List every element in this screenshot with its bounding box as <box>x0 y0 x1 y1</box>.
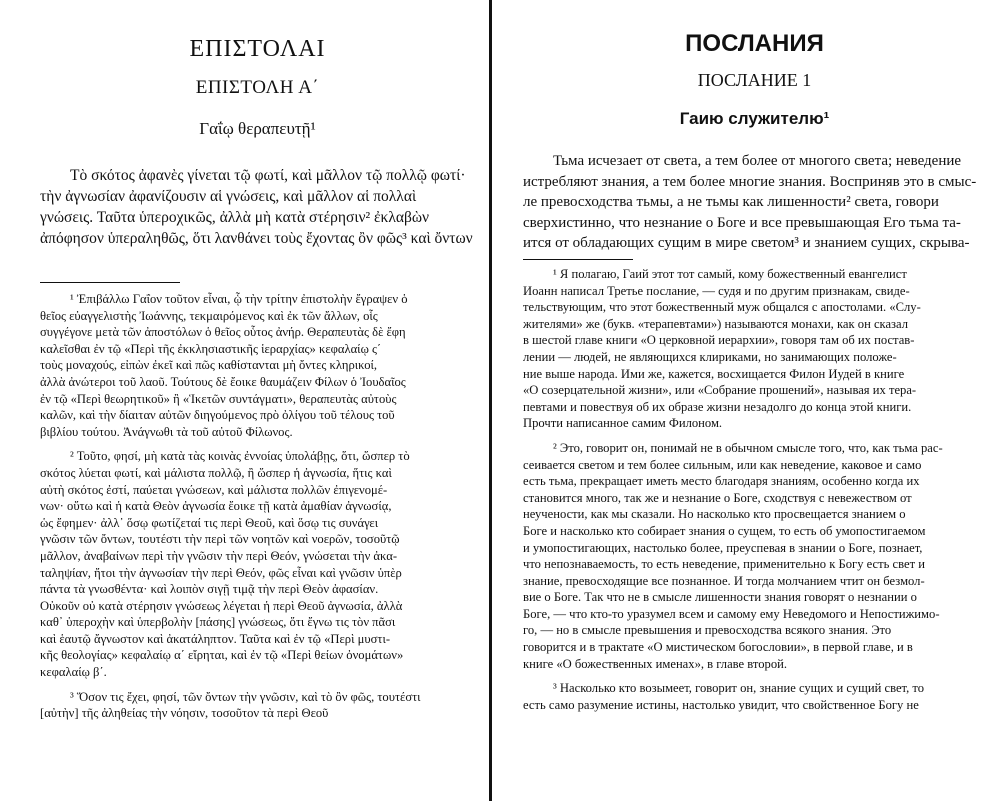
footnote-line: ³ Насколько кто возымеет, говорит он, знание сущих и сущий свет, то <box>553 681 925 696</box>
footnote-line: ² Это, говорит он, понимай не в обычном смысле того, что, как тьма рас- <box>553 440 943 455</box>
footnote-line: ³ Ὅσον τις ἔχει, φησί, τῶν ὄντων τὴν γνῶσιν, καὶ τὸ ὂν φῶς, τουτέστι <box>70 689 421 704</box>
footnote-line: жителями» же (букв. «терапевтами») называются монахи, как он сказал <box>523 316 909 331</box>
footnote-line: γνῶσιν τῶν ὄντων, τουτέστι τὴν περὶ τῶν νοητῶν καὶ νοερῶν, τοσοῦτῷ <box>40 532 400 547</box>
footnote-3 <box>40 689 475 722</box>
footnote-line: ² Τοῦτο, φησί, μὴ κατὰ τὰς κοινὰς ἐννοίας ὑπολάβῃς, ὅτι, ὥσπερ τὸ <box>70 449 410 464</box>
footnote-line: певтами и повествуя об их образе жизни незадолго до конца этой книги. <box>523 399 912 414</box>
footnote-line: Иоанн написал Третье послание, — судя и по другим признакам, свиде- <box>523 283 910 298</box>
footnote-line: тельствующим, что этот божественный муж общался с апостолами. «Слу- <box>523 300 921 315</box>
main-text <box>523 151 986 254</box>
footnote-line: ὡς ἔφημεν· ἀλλ᾿ ὅσῳ φωτίζεταί τις περὶ Θεοῦ, καὶ ὅσῳ τις συνάγει <box>40 515 379 530</box>
footnote-line: ταληψίαν, ἤτοι τὴν ἀγνωσίαν τὴν περὶ Θεόν, φῶς εἶναι καὶ γνῶσιν ὑπὲρ <box>40 565 402 580</box>
page-title: ПОСЛАНИЯ <box>685 30 824 57</box>
footnote-line: αὐτὴ σκότος ἐστί, παύεται γνώσεων, καὶ μάλιστα πολλῶν ἐπιγενομέ- <box>40 482 388 497</box>
text-line: τὴν ἀγνωσίαν ἀφανίζουσιν αἱ γνώσεις, καὶ μᾶλλον αἱ πολλαὶ <box>40 188 417 205</box>
page-title: ΕΠΙΣΤΟΛΑΙ <box>189 36 326 62</box>
footnote-line: в шестой главе книги «О церковной иерархии», говоря там об их постав- <box>523 333 915 348</box>
footnote-line: ¹ Ἐπιβάλλω Γαΐον τοῦτον εἶναι, ᾧ τὴν τρίτην ἐπιστολὴν ἔγραψεν ὁ <box>70 292 408 306</box>
footnote-line: κῆς θεολογίας» κεφαλαίῳ α΄ εἴρηται, καὶ ἐν τῷ «Περὶ θείων ὀνομάτων» <box>40 648 404 663</box>
footnote-rule <box>523 259 633 260</box>
footnote-line: вие о Боге. Так что не в смысле лишенности знания говорят о незнании о <box>523 590 917 605</box>
footnote-line: Боге, — что кто-то уразумел всем и самому ему Неведомого и Непостижимо- <box>523 606 940 621</box>
footnote-line: Прочти написанное самим Филоном. <box>523 416 723 431</box>
footnote-line: θεῖος εὐαγγελιστὴς Ἰωάννης, τεκμαιρόμενος καὶ ἐκ τῶν ἄλλων, οἷς <box>40 308 378 323</box>
footnote-line: говорится и в трактате «О мистическом богословии», в первой главе, и в <box>523 640 913 655</box>
text-line: γνώσεις. Ταῦτα ὑπεροχικῶς, ἀλλὰ μὴ κατὰ στέρησιν² ἐκλαβὼν <box>40 209 430 226</box>
footnote-1 <box>523 266 986 432</box>
footnote-line: καὶ ἑαυτῷ ἄγνωστον καὶ ἀκατάληπτον. Ταῦτα καὶ ἐν τῷ «Περὶ μυστι- <box>40 631 391 646</box>
epistle-heading: Гаию служителю¹ <box>679 109 830 128</box>
footnote-line: βιβλίου τούτου. Ἀνάγνωθι τὰ τοῦ αὐτοῦ Φίλωνος. <box>40 424 293 439</box>
text-line: сверхистинно, что незнание о Боге и все превышающая Его тьма та- <box>523 214 961 231</box>
right-footnotes <box>523 259 986 713</box>
footnote-3 <box>523 680 986 713</box>
text-line: Тьма исчезает от света, а тем более от многого света; неведение <box>553 153 962 169</box>
footnote-line: сеивается светом и тем более сильным, или как неведение, каковое и само <box>523 457 922 472</box>
footnote-line: ¹ Я полагаю, Гаий этот тот самый, кому божественный евангелист <box>553 267 907 281</box>
epistle-heading: Γαΐῳ θεραπευτῇ¹ <box>199 119 316 138</box>
footnote-line: [αὐτὴν] τῆς ἀληθείας τὴν νόησιν, τοσοῦτον τὰ περὶ Θεοῦ <box>40 706 329 721</box>
footnote-line: Οὐκοῦν οὐ κατὰ στέρησιν γνώσεως λέγεται ἡ περὶ Θεοῦ ἀγνωσία, ἀλλὰ <box>40 598 403 613</box>
footnote-line: καλεῖσθαι ἐν τῷ «Περὶ τῆς ἐκκλησιαστικῆς ἱεραρχίας» κεφαλαίῳ ς΄ <box>40 341 382 356</box>
footnote-line: τοὺς μοναχούς, εἰπὼν ἐκεῖ καὶ πῶς καθίστανται μὴ ὄντες κληρικοί, <box>40 358 378 373</box>
footnote-rule <box>40 282 180 283</box>
footnote-line: есть само разумение истины, настолько увидит, что свойственное Богу не <box>523 697 919 712</box>
footnote-line: σκότος λύεται φωτί, καὶ μάλιστα πολλῷ, ἢ ὥσπερ ἡ ἀγνωσία, ἥτις καὶ <box>40 465 392 480</box>
footnote-2 <box>40 448 475 680</box>
footnote-line: есть тьма, прекращает иметь место благодаря знаниям, особенно когда их <box>523 474 920 489</box>
footnote-line: μᾶλλον, ἀναβαίνων περὶ τὴν γνῶσιν τὴν περὶ Θεόν, γνώσεται τὴν ἀκα- <box>40 548 398 563</box>
footnote-line: ние выше народа. Ими же, кажется, восхищается Филон Иудей в книге <box>523 366 905 381</box>
footnote-line: κεφαλαίῳ β΄. <box>40 665 107 680</box>
main-text <box>40 165 475 249</box>
left-footnotes <box>40 282 475 722</box>
footnote-line: неучености, как мы сказали. Но насколько кто просвещается знанием о <box>523 507 906 522</box>
text-line: истребляют знания, а тем более многие знания. Восприняв это в смыс- <box>523 173 977 190</box>
footnote-line: и умопостигающих, настолько более, преуспевая в знании о Боге, познает, <box>523 540 923 555</box>
footnote-line: что непознаваемость, то есть неведение, применительно к Богу есть свет и <box>523 557 925 572</box>
footnote-line: становится много, так же и незнание о Боге, сходствуя с невежеством от <box>523 490 912 505</box>
footnote-line: знание, превосходящие все познанное. И тогда молчанием чтит он безмол- <box>523 573 925 588</box>
footnote-1 <box>40 291 475 440</box>
footnote-line: συγγέγονε μετὰ τῶν ἀποστόλων ὁ θεῖος οὗτος ἀνήρ. Θεραπευτὰς δὲ ἔφη <box>40 325 406 340</box>
text-line: ле превосходства тьмы, а не тьмы как лишенности² света, говори <box>523 194 939 210</box>
footnote-line: ἀλλὰ ἀνώτεροι τοῦ λαοῦ. Τούτους δὲ ἔοικε θαυμάζειν Φίλων ὁ Ἰουδαῖος <box>40 374 406 389</box>
footnote-line: лении — людей, не являющихся клириками, но занимающих положе- <box>523 349 897 364</box>
footnote-line: νων· οὕτω καὶ ἡ κατὰ Θεὸν ἀγνωσία ἔοικε τῇ κατὰ ἀμαθίαν ἀγνωσίᾳ, <box>40 499 392 514</box>
footnote-line: «О созерцательной жизни», или «Собрание прошений», называя их тера- <box>523 383 917 398</box>
footnote-line: ἐν τῷ «Περὶ θεωρητικοῦ» ἢ «Ἱκετῶν συντάγματι», θεραπευτὰς αὐτοὺς <box>40 391 397 406</box>
text-line: ится от обладающих сущим в мире светом³ и знанием сущих, скрыва- <box>523 235 970 251</box>
text-line: ἀπόφησον ὑπεραληθῶς, ὅτι λανθάνει τοὺς ἔχοντας ὂν φῶς³ καὶ ὄντων <box>40 230 473 247</box>
footnote-line: καλῶν, καὶ τὴν δίαιταν αὐτῶν διηγούμενος πρὸ ὀλίγου τοῦ τέλους τοῦ <box>40 408 395 423</box>
footnote-2 <box>523 440 986 672</box>
footnote-line: καθ᾿ ὑπεροχὴν καὶ ὑπερβολὴν [πάσης] γνώσεως, ὅτι ἔγνω τις τὸν πᾶσι <box>40 615 396 630</box>
epistle-subtitle: ΕΠΙΣΤΟΛΗ Α΄ <box>195 77 320 98</box>
footnote-line: Боге и насколько кто собирает знания о сущем, то есть об умопостигаемом <box>523 523 926 538</box>
footnote-line: πάντα τὰ γνωσθέντα· καὶ λοιπὸν σιγῇ τιμᾷ τὴν περὶ Θεὸν ἀφασίαν. <box>40 582 379 597</box>
text-line: Τὸ σκότος ἀφανὲς γίνεται τῷ φωτί, καὶ μᾶλλον τῷ πολλῷ φωτί· <box>70 167 466 184</box>
footnote-line: го, — но в смысле превышения и превосходства всякого знания. Это <box>523 623 892 638</box>
epistle-subtitle: ПОСЛАНИЕ 1 <box>697 70 812 90</box>
footnote-line: книге «О божественных именах», в главе второй. <box>523 656 788 671</box>
